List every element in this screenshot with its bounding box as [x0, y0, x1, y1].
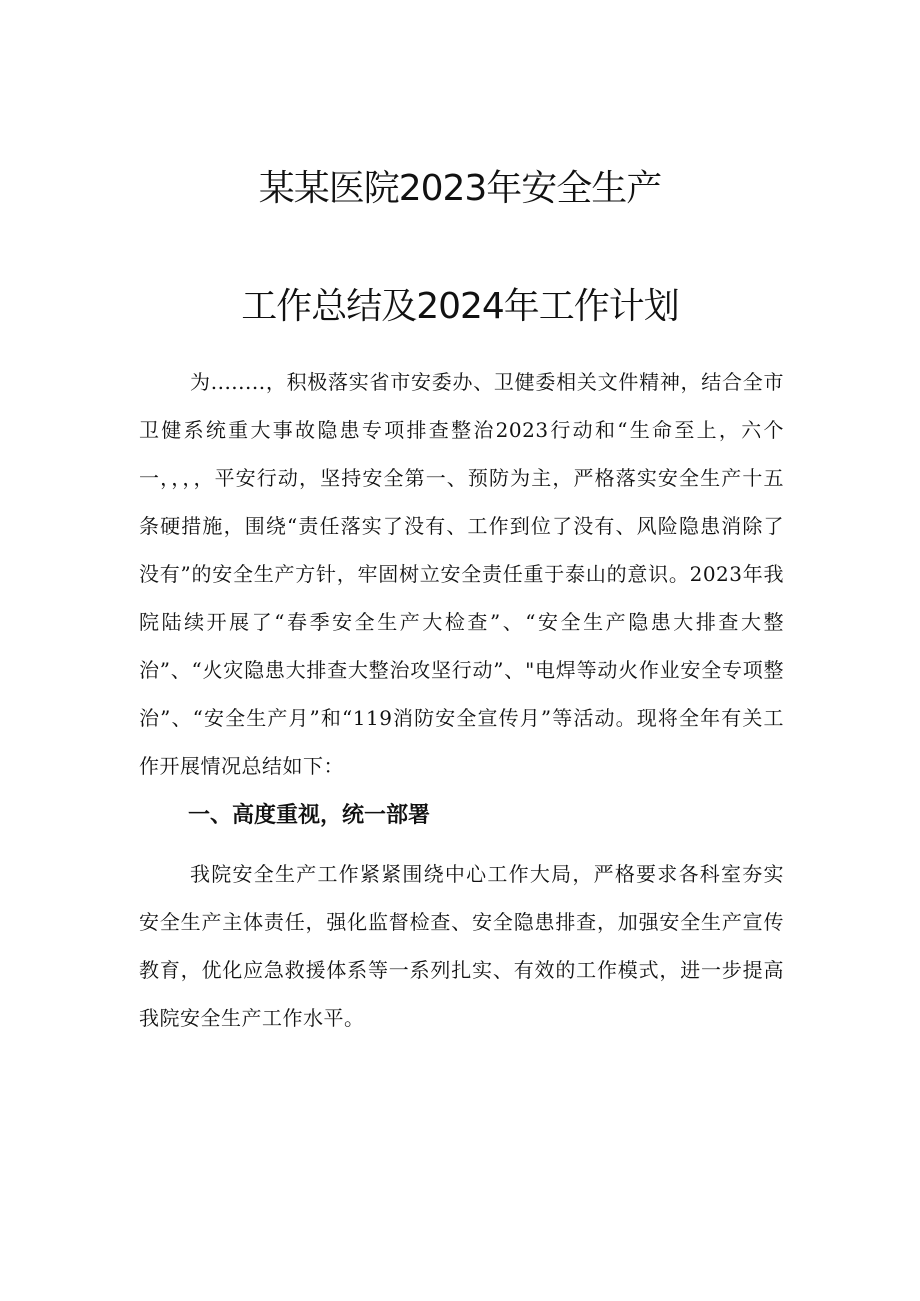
section-1-paragraph: 我院安全生产工作紧紧围绕中心工作大局，严格要求各科室夯实安全生产主体责任，强化监督检查、安全隐患排查，加强安全生产宣传教育，优化应急救援体系等一系列扎实、有效的工作模式，进一步提高我院安全生产工作水平。	[139, 862, 784, 1030]
document-title-line-2: 工作总结及2024年工作计划	[241, 286, 679, 327]
document-title-line-1: 某某医院2023年安全生产	[258, 168, 662, 209]
section-heading-1: 一、高度重视，统一部署	[188, 803, 431, 828]
intro-paragraph: 为........，积极落实省市安委办、卫健委相关文件精神，结合全市卫健系统重大事故隐患专项排查整治2023行动和“生命至上，六个一，，，，平安行动，坚持安全第一、预防为主，严格落实安全生产十五条硬措施，围绕“责任落实了没有、工作到位了没有、风险隐患消除了没有”的安全生产方针，牢固树立安全责任重于泰山的意识。2023年我院陆续开展了“春季安全生产大检查”、“安全生产隐患大排查大整治”、“火灾隐患大排查大整治攻坚行动”、"电焊等动火作业安全专项整治”、“安全生产月”和“119消防安全宣传月”等活动。现将全年有关工作开展情况总结如下：	[139, 370, 784, 778]
